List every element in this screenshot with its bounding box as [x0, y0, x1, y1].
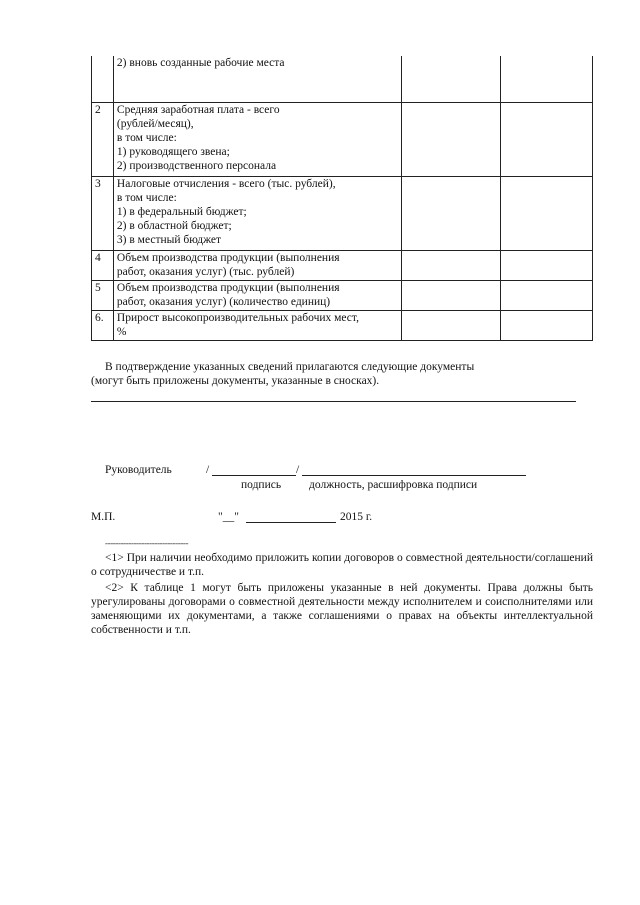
date-month-line[interactable] — [246, 522, 336, 523]
footnote-2: <2> К таблице 1 могут быть приложены указанные в ней документы. Права должны быть урегулированы договорами о совместной деятельности между исполнителем и соисполнителями или заменяющими их документами, а также соглашениями о правах на объекты интеллектуальной собственности и т.п. — [91, 582, 593, 636]
value-cell-2[interactable] — [501, 250, 593, 280]
value-cell-2[interactable] — [501, 280, 593, 310]
slash-1: / — [206, 464, 210, 476]
row-number-cell — [92, 176, 114, 250]
confirmation-line-1: В подтверждение указанных сведений прилагаются следующие документы — [105, 361, 475, 373]
indicator-line: 1) руководящего звена; — [116, 145, 230, 158]
value-cell-2[interactable] — [501, 56, 593, 102]
row-number: 2 — [95, 103, 101, 116]
value-cell-1[interactable] — [401, 176, 500, 250]
date-day: "__" — [218, 511, 239, 523]
row-number: 4 — [95, 251, 101, 264]
head-label: Руководитель — [105, 464, 172, 476]
confirmation-line-2: (могут быть приложены документы, указанные в сносках). — [91, 375, 380, 387]
value-cell-1[interactable] — [401, 280, 500, 310]
indicator-cell — [113, 310, 401, 340]
table-row — [92, 102, 593, 176]
indicator-cell — [113, 176, 401, 250]
indicator-line: % — [116, 325, 127, 338]
indicator-cell — [113, 102, 401, 176]
row-number: 3 — [95, 177, 101, 190]
indicator-line: Прирост высокопроизводительных рабочих мест, — [116, 311, 359, 324]
indicator-line: Объем производства продукции (выполнения — [116, 251, 340, 264]
indicator-line: работ, оказания услуг) (тыс. рублей) — [116, 265, 295, 278]
row-number: 6. — [95, 311, 104, 324]
signature-line[interactable] — [212, 475, 296, 476]
indicator-line: 2) вновь созданные рабочие места — [116, 57, 285, 69]
indicators-table — [91, 56, 593, 341]
documents-underline[interactable] — [91, 401, 576, 402]
indicator-line: в том числе: — [116, 131, 177, 144]
row-number-cell — [92, 280, 114, 310]
value-cell-2[interactable] — [501, 176, 593, 250]
indicator-line: 3) в местный бюджет — [116, 233, 222, 246]
row-number-cell — [92, 56, 114, 102]
position-line[interactable] — [302, 475, 526, 476]
value-cell-1[interactable] — [401, 250, 500, 280]
table-row — [92, 250, 593, 280]
value-cell-1[interactable] — [401, 310, 500, 340]
row-number-cell — [92, 250, 114, 280]
value-cell-2[interactable] — [501, 102, 593, 176]
footnote-1: <1> При наличии необходимо приложить копии договоров о совместной деятельности/соглашений о сотрудничестве и т.п. — [91, 552, 593, 578]
indicator-line: 2) производственного персонала — [116, 159, 277, 172]
table-row — [92, 310, 593, 340]
value-cell-1[interactable] — [401, 56, 500, 102]
table-row — [92, 56, 593, 102]
date-year: 2015 г. — [340, 511, 373, 523]
stamp-mark: М.П. — [91, 511, 116, 523]
footnote-separator: -------------------------------- — [105, 538, 189, 548]
indicator-line: Налоговые отчисления - всего (тыс. рублей), — [116, 177, 336, 190]
position-caption: должность, расшифровка подписи — [309, 479, 478, 491]
row-number: 5 — [95, 281, 101, 294]
row-number-cell — [92, 310, 114, 340]
table-row — [92, 176, 593, 250]
indicator-line: Средняя заработная плата - всего — [116, 103, 280, 116]
confirmation-text — [91, 360, 593, 388]
indicator-line: Объем производства продукции (выполнения — [116, 281, 340, 294]
indicator-line: 1) в федеральный бюджет; — [116, 205, 247, 218]
indicator-line: в том числе: — [116, 191, 177, 204]
indicator-line: работ, оказания услуг) (количество единиц) — [116, 295, 331, 308]
table-row — [92, 280, 593, 310]
value-cell-1[interactable] — [401, 102, 500, 176]
row-number-cell — [92, 102, 114, 176]
indicator-cell — [113, 56, 401, 102]
indicator-line: (рублей/месяц), — [116, 117, 194, 130]
signature-caption: подпись — [241, 479, 282, 491]
indicator-line: 2) в областной бюджет; — [116, 219, 232, 232]
indicator-cell — [113, 250, 401, 280]
indicator-cell — [113, 280, 401, 310]
indicators-table-body — [92, 56, 593, 340]
slash-2: / — [296, 464, 300, 476]
value-cell-2[interactable] — [501, 310, 593, 340]
